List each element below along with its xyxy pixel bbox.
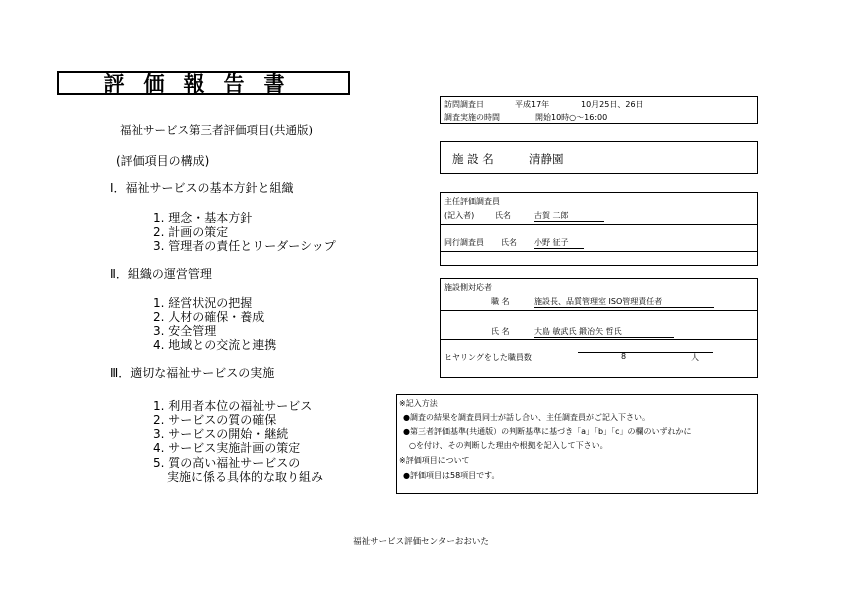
facility-name: 清静園: [529, 152, 564, 166]
contact-box: [440, 278, 758, 378]
list-item: 2. 計画の策定: [153, 225, 229, 239]
staff-count: 8: [621, 352, 627, 361]
staff-field: [578, 352, 713, 362]
divider: [441, 251, 757, 252]
contact-position: 施設長、品質管理室 ISO管理責任者: [534, 296, 714, 308]
recorder-label: (記入者): [444, 211, 475, 220]
visit-box: [440, 96, 758, 124]
recorder-name-label: 氏名: [495, 211, 511, 220]
contact-names: 大島 敏武氏 鍛冶矢 哲氏: [534, 326, 674, 338]
section-heading: Ⅰ．福祉サービスの基本方針と組織: [110, 181, 294, 195]
list-item: 1. 理念・基本方針: [153, 211, 253, 225]
title-box: [57, 71, 350, 95]
contact-heading: 施設側対応者: [444, 283, 492, 292]
facility-label: 施 設 名: [452, 152, 494, 166]
note-line: ●調査の結果を調査員同士が話し合い、主任調査員がご記入下さい。: [403, 413, 650, 422]
note-line: ○を付け、その判断した理由や根拠を記入して下さい。: [409, 441, 608, 450]
companion-name: 小野 征子: [534, 237, 584, 249]
visit-time-value: 開始10時○～16:00: [535, 113, 608, 122]
divider: [441, 224, 757, 225]
list-item: 実施に係る具体的な取り組み: [167, 470, 324, 484]
contact-name-label: 氏 名: [491, 327, 510, 336]
staff-unit: 人: [691, 353, 699, 362]
list-item: 3. 安全管理: [153, 324, 217, 338]
recorder-name: 古賀 二郎: [534, 210, 604, 222]
divider: [441, 339, 757, 340]
toc-heading: (評価項目の構成): [116, 154, 210, 168]
list-item: 2. サービスの質の確保: [153, 413, 277, 427]
staff-label: ヒヤリングをした職員数: [444, 353, 532, 362]
visit-date-era: 平成17年: [515, 100, 550, 109]
evaluators-heading: 主任評価調査員: [444, 197, 500, 206]
section-heading: Ⅱ．組織の運営管理: [110, 267, 212, 281]
list-item: 2. 人材の確保・養成: [153, 310, 265, 324]
section-heading: Ⅲ．適切な福祉サービスの実施: [110, 366, 275, 380]
companion-label: 同行調査員: [444, 238, 484, 247]
list-item: 5. 質の高い福祉サービスの: [153, 456, 301, 470]
note-line: ●第三者評価基準(共通版）の判断基準に基づき「a」「b」「c」の欄のいずれかに: [403, 427, 692, 436]
notes-heading: ※記入方法: [399, 399, 438, 408]
footer-organization: 福祉サービス評価センターおおいた: [353, 537, 489, 547]
visit-date-label: 訪問調査日: [444, 100, 484, 109]
list-item: 1. 経営状況の把握: [153, 296, 253, 310]
companion-name-label: 氏名: [501, 238, 517, 247]
visit-date-value: 10月25日、26日: [581, 100, 644, 109]
list-item: 1. 利用者本位の福祉サービス: [153, 399, 313, 413]
notes-heading: ※評価項目について: [399, 456, 470, 465]
divider: [441, 310, 757, 311]
contact-position-label: 職 名: [491, 297, 510, 306]
evaluators-box: [440, 192, 758, 266]
list-item: 3. 管理者の責任とリーダーシップ: [153, 239, 336, 253]
note-line: ●評価項目は58項目です。: [403, 471, 500, 480]
page-title: 評価報告書: [103, 71, 304, 96]
visit-time-label: 調査実施の時間: [444, 113, 500, 122]
facility-box: [440, 141, 758, 174]
list-item: 4. サービス実施計画の策定: [153, 441, 301, 455]
notes-box: [396, 394, 758, 494]
subtitle: 福祉サービス第三者評価項目(共通版): [120, 123, 313, 137]
list-item: 4. 地域との交流と連携: [153, 338, 277, 352]
list-item: 3. サービスの開始・継続: [153, 427, 289, 441]
